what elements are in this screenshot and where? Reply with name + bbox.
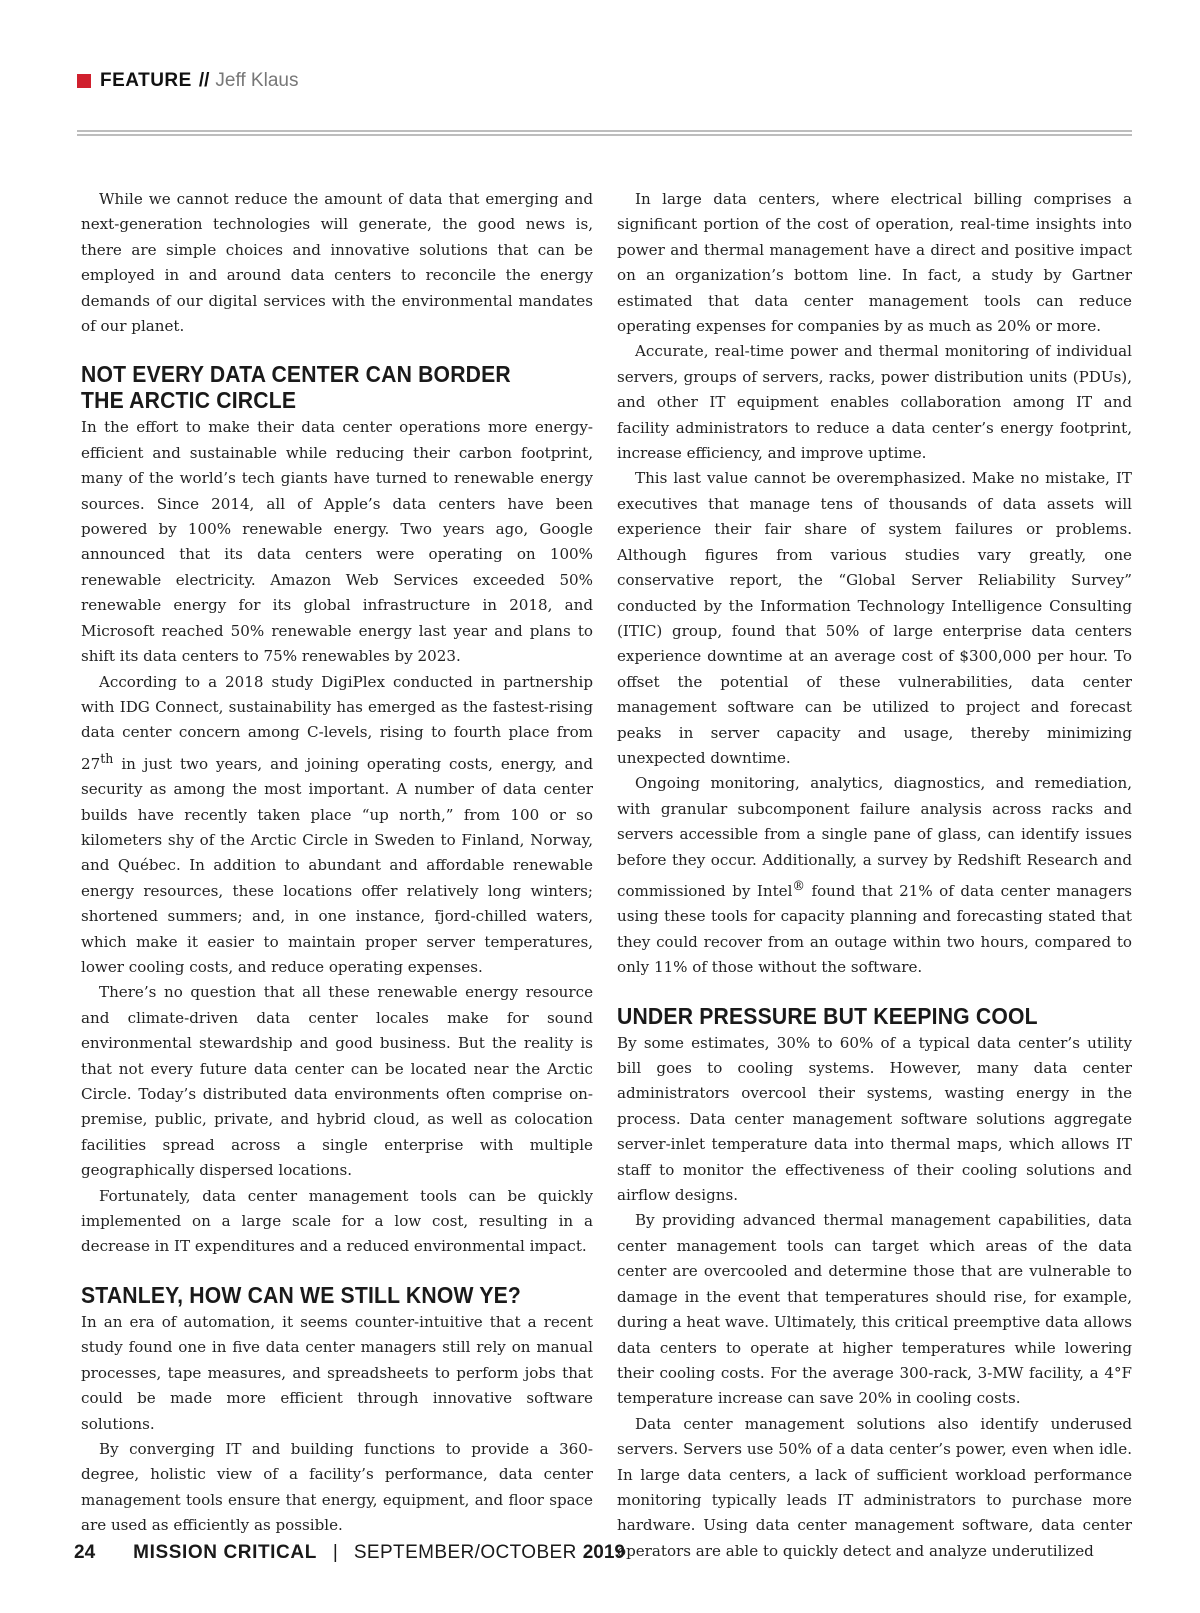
page-number: 24 [74,1542,96,1563]
section-heading [81,361,552,413]
issue-year: 2019 [582,1542,626,1563]
body-paragraph: By some estimates, 30% to 60% of a typical data center’s utility bill goes to cooling systems. However, many data center administrators overcool their systems, wasting energy in the process. Data center management software solutions aggregate server-inlet temperature data into thermal maps, which allows IT staff to monitor the effectiveness of their cooling solutions and airflow designs. [617,1033,1132,1205]
body-paragraph: In the effort to make their data center operations more energy-efficient and sustainable while reducing their carbon footprint, many of the world’s tech giants have turned to renewable energy sources. Since 2014, all of Apple’s data centers have been powered by 100% renewable energy. Two years ago, Google announced that its data centers were operating on 100% renewable electricity. Amazon Web Services exceeded 50% renewable energy for its global infrastructure in 2018, and Microsoft reached 50% renewable energy last year and plans to shift its data centers to 75% renewables by 2023. [81,418,593,666]
body-paragraph: Fortunately, data center management tools can be quickly implemented on a large scale for a low cost, resulting in a decrease in IT expenditures and a reduced environmental impact. [81,1186,593,1256]
heading-line: UNDER PRESSURE BUT KEEPING COOL [617,1002,1038,1029]
intro-paragraph: While we cannot reduce the amount of data that emerging and next-generation technologies will generate, the good news is, there are simple choices and innovative solutions that can be employed in and around data centers to reconcile the energy demands of our digital services with the environmental mandates of our planet. [81,190,593,336]
body-paragraph: In an era of automation, it seems counter-intuitive that a recent study found one in five data center managers still rely on manual processes, tape measures, and spreadsheets to perform jobs that could be made more efficient through innovative software solutions. [81,1312,593,1433]
right-column [617,187,1132,1564]
body-paragraph: By providing advanced thermal management capabilities, data center management tools can target which areas of the data center are overcooled and determine those that are vulnerable to damage in the event that temperatures should rise, for example, during a heat wave. Ultimately, this critical preemptive data allows data centers to operate at higher temperatures while lowering their cooling costs. For the average 300-rack, 3-MW facility, a 4°F temperature increase can save 20% in cooling costs. [617,1211,1133,1408]
body-paragraph: There’s no question that all these renewable energy resource and climate-driven data center locales make for sound environmental stewardship and good business. But the reality is that not every future data center can be located near the Arctic Circle. Today’s distributed data environments often comprise on-premise, public, private, and hybrid cloud, as well as colocation facilities spread across a single enterprise with multiple geographically dispersed locations. [81,983,593,1180]
body-paragraph: This last value cannot be overemphasized. Make no mistake, IT executives that manage tens of thousands of data assets will experience their fair share of system failures or problems. Although figures from various studies vary greatly, one conservative report, the “Global Server Reliability Survey” conducted by the Information Technology Intelligence Consulting (ITIC) group, found that 50% of large enterprise data centers experience downtime at an average cost of $300,000 per hour. To offset the potential of these vulnerabilities, data center management software can be utilized to project and forecast peaks in server capacity and usage, thereby minimizing unexpected downtime. [617,469,1132,767]
section-label: FEATURE [100,70,192,91]
left-column [81,187,593,1539]
issue-date: SEPTEMBER/OCTOBER [353,1542,577,1563]
body-paragraph [617,771,1132,980]
page-footer [74,1542,625,1564]
footer-divider: | [332,1542,338,1563]
paragraph-text: According to a 2018 study DigiPlex conducted in partnership with IDG Connect, sustainability has emerged as the fastest-rising data center concern among C-levels, rising to fourth place from 27 [81,672,593,773]
red-square-icon [77,74,91,88]
heading-line: STANLEY, HOW CAN WE STILL KNOW YE? [81,1281,522,1308]
author-name: Jeff Klaus [215,70,299,91]
body-paragraph: Data center management solutions also identify underused servers. Servers use 50% of a data center’s power, even when idle. In large data centers, a lack of sufficient workload performance monitoring typically leads IT administrators to purchase more hardware. Using data center management software, data center operators are able to quickly detect and analyze underutilized [617,1414,1132,1560]
section-heading [617,1003,1091,1029]
registered-mark: ® [792,877,805,893]
body-paragraph: By converging IT and building functions to provide a 360-degree, holistic view of a facility’s performance, data center management tools ensure that energy, equipment, and floor space are used as efficiently as possible. [81,1439,593,1535]
paragraph-text: Ongoing monitoring, analytics, diagnostics, and remediation, with granular subcomponent failure analysis across racks and servers accessible from a single pane of glass, can identify issues before they occur. Additionally, a survey by Redshift Research and commissioned by Intel [617,774,1132,900]
superscript: th [100,750,114,766]
body-paragraph [81,670,593,981]
header-separator: // [198,70,210,91]
body-paragraph: Accurate, real-time power and thermal monitoring of individual servers, groups of servers, racks, power distribution units (PDUs), and other IT equipment enables collaboration among IT and facility administrators to reduce a data center’s energy footprint, increase efficiency, and improve uptime. [617,342,1132,463]
header-rule [77,130,1132,136]
page-header [77,70,298,92]
heading-line: THE ARCTIC CIRCLE [81,387,297,414]
heading-line: NOT EVERY DATA CENTER CAN BORDER [81,361,511,388]
paragraph-text: found that 21% of data center managers using these tools for capacity planning and forecasting stated that they could recover from an outage within two hours, compared to only 11% of those without the software. [617,882,1132,977]
section-heading [81,1282,552,1308]
body-paragraph: In large data centers, where electrical billing comprises a significant portion of the cost of operation, real-time insights into power and thermal management have a direct and positive impact on an organization’s bottom line. In fact, a study by Gartner estimated that data center management tools can reduce operating expenses for companies by as much as 20% or more. [617,190,1132,336]
magazine-title: MISSION CRITICAL [133,1542,317,1563]
paragraph-text: in just two years, and joining operating costs, energy, and security as among the most important. A number of data center builds have recently taken place “up north,” from 100 or so kilometers shy of the Arctic Circle in Sweden to Finland, Norway, and Québec. In addition to abundant and affordable renewable energy resources, these locations offer relatively long winters; shortened summers; and, in one instance, fjord-chilled waters, which make it easier to maintain proper server temperatures, lower cooling costs, and reduce operating expenses. [81,754,593,976]
